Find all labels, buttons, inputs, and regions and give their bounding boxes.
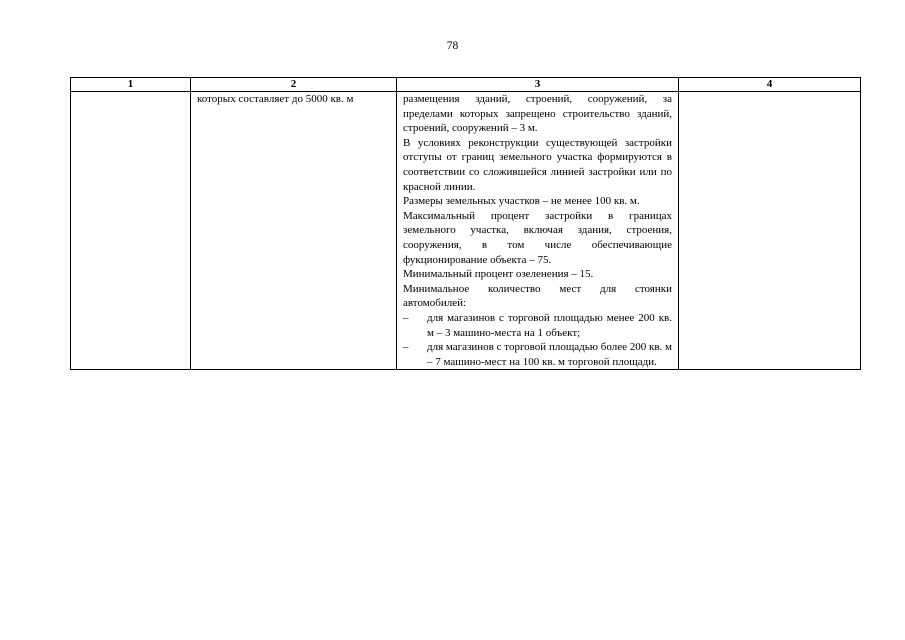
cell-column-3	[397, 92, 679, 370]
paragraph-min-greenery: Минимальный процент озеленения – 15.	[403, 268, 594, 281]
column-header-2: 2	[191, 78, 397, 92]
paragraph-setback: размещения зданий, строений, сооружений, за пределами которых запрещено строительство зданий, строений, сооружений – 3 м.	[403, 93, 672, 135]
regulations-table	[70, 77, 861, 370]
column-header-4: 4	[679, 78, 861, 92]
bullet-text: для магазинов с торговой площадью более 200 кв. м – 7 машино-мест на 100 кв. м торговой площади.	[427, 341, 672, 368]
paragraph-parking: Минимальное количество мест для стоянки автомобилей:	[403, 282, 672, 310]
list-item	[403, 311, 672, 340]
bullet-text: для магазинов с торговой площадью менее 200 кв. м – 3 машино-места на 1 объект;	[427, 311, 672, 339]
bullet-dash: –	[403, 311, 409, 324]
list-item	[403, 340, 672, 369]
bullet-dash: –	[403, 341, 409, 354]
paragraph-max-coverage: Максимальный процент застройки в границах земельного участка, включая здания, строения, сооружения, в том числе обеспечивающие фукционирование объекта – 75.	[403, 209, 672, 266]
paragraph-reconstruction: В условиях реконструкции существующей застройки отступы от границ земельного участка формируются в соответствии со сложившейся линией застройки или по красной линии.	[403, 136, 672, 193]
column-header-3: 3	[397, 78, 679, 92]
table-row	[71, 92, 861, 370]
cell-column-1	[71, 92, 191, 370]
paragraph-plot-size: Размеры земельных участков – не менее 100 кв. м.	[403, 195, 640, 208]
page-number: 78	[446, 40, 459, 52]
table-header-row	[71, 78, 861, 92]
column-header-1: 1	[71, 78, 191, 92]
cell-column-4	[679, 92, 861, 370]
cell-column-2: которых составляет до 5000 кв. м	[191, 92, 397, 370]
